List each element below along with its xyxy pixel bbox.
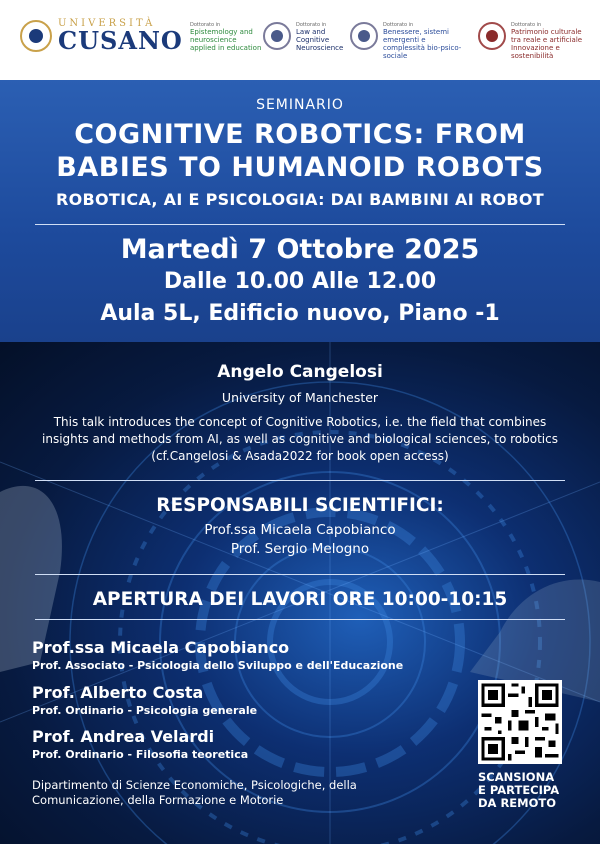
event-subtitle: ROBOTICA, AI E PSICOLOGIA: DAI BAMBINI AI ROBOT: [56, 190, 544, 209]
event-location: Aula 5L, Edificio nuovo, Piano -1: [100, 301, 500, 326]
professor-name: Prof. Andrea Velardi: [32, 727, 215, 746]
professor-entry: [32, 638, 403, 672]
divider: [35, 619, 565, 620]
professor-role: Prof. Associato - Psicologia dello Sviluppo e dell'Educazione: [32, 659, 404, 672]
university-logo: [20, 18, 183, 53]
professor-entry: [32, 727, 248, 761]
doctorate-name: Epistemology and neuroscience applied in education: [190, 28, 262, 52]
logo-header: [0, 0, 600, 80]
professor-role: Prof. Ordinario - Filosofia teoretica: [32, 748, 249, 761]
doctorate-logo-3: Dottorato in Benessere, sistemi emergenti e complessità bio-psico-sociale: [350, 22, 465, 60]
divider: [35, 480, 565, 481]
responsabile-name: Prof. Sergio Melogno: [230, 541, 370, 557]
doctorate-logo-2: Dottorato in Law and Cognitive Neuroscience: [263, 22, 344, 52]
responsabile-name: Prof.ssa Micaela Capobianco: [204, 522, 396, 538]
professor-entry: [32, 683, 257, 717]
speaker-affiliation: University of Manchester: [221, 390, 379, 405]
doctorate-seal-icon: [350, 22, 378, 50]
university-name-big: CUSANO: [58, 26, 183, 55]
doctorate-seal-icon: [478, 22, 506, 50]
responsabili-heading: RESPONSABILI SCIENTIFICI:: [156, 495, 444, 516]
department-name: Dipartimento di Scienze Economiche, Psicologiche, della Comunicazione, della Formazione e Motorie: [32, 778, 357, 807]
talk-abstract: This talk introduces the concept of Cognitive Robotics, i.e. the field that combines insights and methods from AI, as well as cognitive and biological sciences, to robotics (cf.Cangelosi & Asada2022 for book open access): [42, 415, 558, 463]
university-seal-icon: [20, 20, 52, 52]
event-time: Dalle 10.00 Alle 12.00: [163, 269, 437, 294]
doctorate-name: Benessere, sistemi emergenti e complessità bio-psico-sociale: [383, 28, 462, 60]
divider: [35, 224, 565, 225]
seminar-label: SEMINARIO: [256, 97, 344, 113]
speaker-name: Angelo Cangelosi: [217, 362, 383, 382]
professor-name: Prof. Alberto Costa: [32, 683, 204, 702]
professor-name: Prof.ssa Micaela Capobianco: [32, 638, 290, 657]
university-name-small: UNIVERSITÀ: [58, 18, 156, 29]
doctorate-name: Patrimonio culturale tra reale e artificiale Innovazione e sostenibilità: [511, 28, 583, 60]
qr-code-icon[interactable]: [478, 680, 562, 764]
opening-time: APERTURA DEI LAVORI ORE 10:00-10:15: [92, 589, 508, 610]
doctorate-logo-1: Dottorato in Epistemology and neuroscience applied in education: [190, 22, 262, 52]
divider: [35, 574, 565, 575]
qr-call-to-action: SCANSIONA E PARTECIPA DA REMOTO: [478, 770, 560, 810]
doctorate-name: Law and Cognitive Neuroscience: [296, 28, 344, 52]
professor-role: Prof. Ordinario - Psicologia generale: [32, 704, 258, 717]
doctorate-logo-4: Dottorato in Patrimonio culturale tra reale e artificiale Innovazione e sostenibilità: [478, 22, 593, 60]
event-title: COGNITIVE ROBOTICS: FROM BABIES TO HUMANOID ROBOTS: [56, 119, 544, 183]
event-date: Martedì 7 Ottobre 2025: [120, 234, 480, 265]
doctorate-seal-icon: [263, 22, 291, 50]
